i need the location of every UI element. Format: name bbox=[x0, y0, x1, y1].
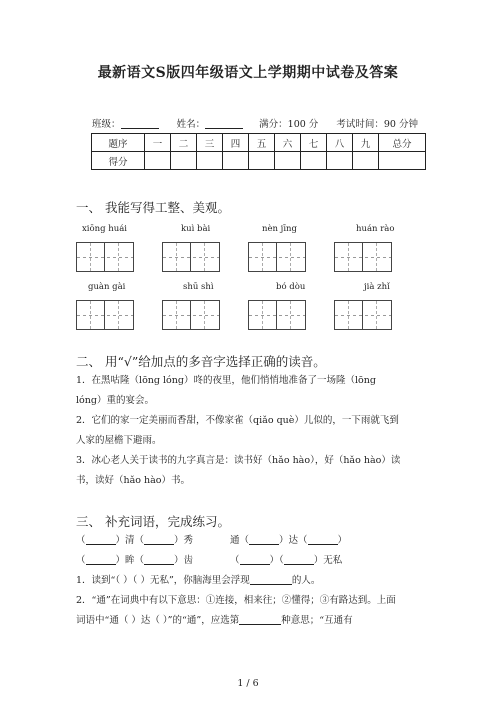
idiom-fill-4: （ ）（ ）无私 bbox=[230, 555, 343, 566]
writing-grid[interactable] bbox=[248, 242, 306, 272]
score-cell[interactable] bbox=[275, 152, 301, 170]
question-line: 人家的屋檐下避雨。 bbox=[76, 435, 162, 446]
question-line: 2．“通”在词典中有以下意思：①连接，相来往；②懂得；③有路达到。上面 bbox=[76, 595, 396, 606]
pinyin-label: guàn gài bbox=[88, 282, 126, 292]
header-cell: 三 bbox=[197, 134, 223, 152]
writing-grid[interactable] bbox=[248, 300, 306, 330]
student-info bbox=[92, 116, 418, 130]
fill-blank[interactable] bbox=[249, 534, 279, 545]
pinyin-label: huán rào bbox=[356, 224, 395, 234]
question-line: 3．冰心老人关于读书的九字真言是：读书好（hǎo hào），好（hǎo hào）读 bbox=[76, 455, 401, 466]
pinyin-label: kuì bài bbox=[181, 224, 211, 234]
idiom-fill-1: （ ）清（ ）秀 bbox=[76, 535, 194, 546]
writing-grid[interactable] bbox=[162, 242, 220, 272]
row-label: 得分 bbox=[92, 152, 145, 170]
score-cell[interactable] bbox=[171, 152, 197, 170]
pinyin-label: bó dòu bbox=[276, 282, 306, 292]
fill-blank[interactable] bbox=[144, 534, 174, 545]
score-cell[interactable] bbox=[327, 152, 353, 170]
score-cell[interactable] bbox=[145, 152, 171, 170]
pinyin-label: nèn jīng bbox=[262, 224, 297, 234]
idiom-fill-2: 通（ ）达（ ） bbox=[230, 535, 348, 546]
fill-blank[interactable] bbox=[250, 574, 292, 585]
score-cell[interactable] bbox=[301, 152, 327, 170]
fill-blank[interactable] bbox=[239, 614, 281, 625]
score-cell[interactable] bbox=[249, 152, 275, 170]
header-cell: 题序 bbox=[92, 134, 145, 152]
pinyin-label: jià zhǐ bbox=[364, 282, 390, 292]
header-cell: 总分 bbox=[379, 134, 426, 152]
header-cell: 九 bbox=[353, 134, 379, 152]
full-score: 满分：100 分 bbox=[259, 119, 319, 130]
writing-grid[interactable] bbox=[76, 300, 134, 330]
score-table-row bbox=[92, 152, 426, 170]
writing-grid[interactable] bbox=[334, 300, 392, 330]
class-label: 班级： bbox=[92, 119, 121, 130]
question-line: 词语中“通（ ）达（ ）”的“通”，应选第 种意思；“互通有 bbox=[76, 615, 353, 626]
question-line: 1．在黑咕隆（lōng lóng）咚的夜里，他们悄悄地准备了一场隆（lōng bbox=[76, 375, 376, 386]
fill-blank[interactable] bbox=[240, 554, 270, 565]
page-number: 1 / 6 bbox=[237, 678, 259, 689]
header-cell: 二 bbox=[171, 134, 197, 152]
section-2-heading: 二、 用“√”给加点的多音字选择正确的读音。 bbox=[76, 354, 326, 369]
header-cell: 五 bbox=[249, 134, 275, 152]
pinyin-label: xiōng huái bbox=[82, 224, 127, 234]
header-cell: 六 bbox=[275, 134, 301, 152]
score-cell[interactable] bbox=[223, 152, 249, 170]
score-cell[interactable] bbox=[353, 152, 379, 170]
writing-grid[interactable] bbox=[334, 242, 392, 272]
score-table-header bbox=[92, 134, 426, 152]
fill-blank[interactable] bbox=[284, 554, 314, 565]
name-blank bbox=[205, 118, 243, 129]
score-cell[interactable] bbox=[379, 152, 426, 170]
writing-grid[interactable] bbox=[76, 242, 134, 272]
section-1-heading: 一、 我能写得工整、美观。 bbox=[76, 200, 230, 215]
page-title: 最新语文S版四年级语文上学期期中试卷及答案 bbox=[97, 65, 399, 81]
fill-blank[interactable] bbox=[308, 534, 338, 545]
idiom-fill-3: （ ）眸（ ）齿 bbox=[76, 555, 194, 566]
question-line: 书，读好（hǎo hào）书。 bbox=[76, 475, 191, 486]
question-line: lóng）重的宴会。 bbox=[76, 395, 154, 406]
header-cell: 七 bbox=[301, 134, 327, 152]
header-cell: 一 bbox=[145, 134, 171, 152]
name-label: 姓名： bbox=[176, 119, 206, 130]
writing-grid[interactable] bbox=[162, 300, 220, 330]
class-blank bbox=[121, 118, 159, 129]
fill-blank[interactable] bbox=[86, 554, 116, 565]
question-line: 1．读到“（ ）（ ）无私”，你脑海里会浮现 的人。 bbox=[76, 575, 321, 586]
score-table bbox=[91, 133, 426, 170]
section-3-heading: 三、 补充词语，完成练习。 bbox=[76, 514, 230, 529]
score-cell[interactable] bbox=[197, 152, 223, 170]
header-cell: 八 bbox=[327, 134, 353, 152]
header-cell: 四 bbox=[223, 134, 249, 152]
fill-blank[interactable] bbox=[144, 554, 174, 565]
exam-time: 考试时间：90 分钟 bbox=[336, 119, 418, 130]
fill-blank[interactable] bbox=[86, 534, 116, 545]
pinyin-label: shū shì bbox=[183, 282, 214, 292]
question-line: 2．它们的家一定美丽而香甜，不像家雀（qiǎo què）儿似的，一下雨就飞到 bbox=[76, 415, 399, 426]
